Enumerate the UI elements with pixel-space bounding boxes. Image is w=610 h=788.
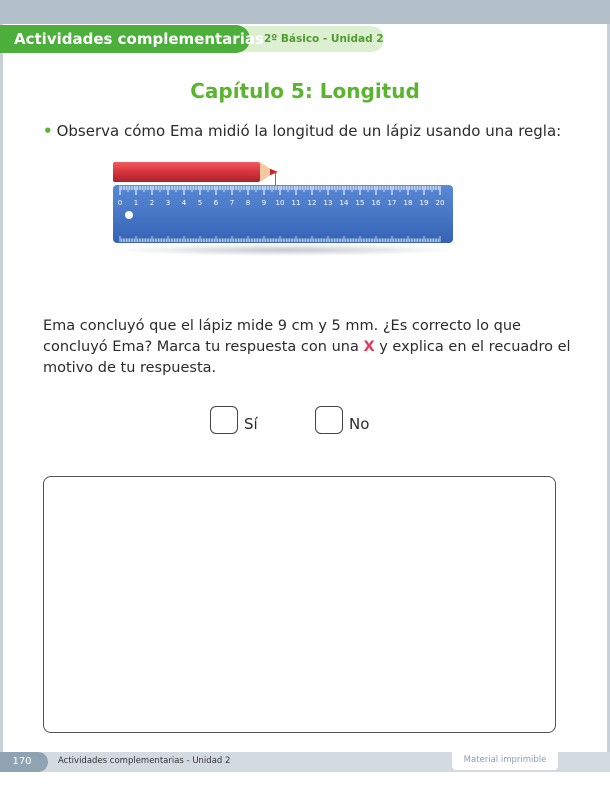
ruler-tick-label: 12 [307,199,317,207]
left-margin-strip [0,24,3,764]
ruler-tick-label: 11 [291,199,301,207]
ruler-tick-label: 3 [165,199,171,207]
ruler-tick-label: 9 [261,199,267,207]
pencil-lead-tip [270,169,278,176]
ruler-body [113,185,453,243]
ruler [113,185,453,243]
section-tab [0,25,264,53]
chapter-title: Capítulo 5: Longitud [190,79,420,103]
ruler-tick-label: 7 [229,199,235,207]
answer-box[interactable] [43,476,556,733]
ruler-tick-label: 13 [323,199,333,207]
ruler-tick-label: 4 [181,199,187,207]
no-label: No [349,415,370,433]
question-text [43,316,573,379]
ruler-tick-label: 10 [275,199,285,207]
footer-text: Actividades complementarias - Unidad 2 [58,756,231,766]
pencil-ruler-illustration [100,158,470,258]
ruler-top-ticks [120,186,440,195]
ruler-tick-label: 19 [419,199,429,207]
header [0,25,400,53]
yes-checkbox[interactable] [210,406,238,434]
pencil [113,162,278,182]
question-part-2: y explica en el recuadro el motivo de tu respuesta. [43,339,571,376]
yes-label: Sí [244,415,258,433]
x-mark: X [363,339,375,355]
page-number: 170 [12,756,32,767]
printable-tab [452,752,558,770]
ruler-tick-label: 14 [339,199,349,207]
top-band [0,0,610,24]
section-title: Actividades complementarias [14,30,264,48]
page-number-badge [0,752,48,772]
no-checkbox[interactable] [315,406,343,434]
ruler-tick-label: 20 [435,199,445,207]
bullet-icon: • [43,122,53,140]
ruler-hole [125,211,133,219]
instruction-text: Observa cómo Ema midió la longitud de un lápiz usando una regla: [56,122,562,140]
ruler-tick-label: 6 [213,199,219,207]
grade-unit-label: 2º Básico - Unidad 2 [264,33,384,45]
ruler-tick-label: 15 [355,199,365,207]
pencil-body [113,162,260,182]
ruler-tick-labels [118,199,445,207]
question-part-1: Ema concluyó que el lápiz mide 9 cm y 5 mm. ¿Es correcto lo que concluyó Ema? Marca tu respuesta con una [43,318,521,355]
printable-label: Material imprimible [463,755,547,765]
ruler-bottom-ticks [120,236,440,242]
ruler-tick-label: 8 [245,199,251,207]
ruler-shadow [115,244,455,256]
ruler-tick-label: 18 [403,199,413,207]
ruler-tick-label: 1 [133,199,139,207]
ruler-tick-label: 5 [197,199,203,207]
ruler-tick-label: 2 [149,199,155,207]
ruler-tick-label: 0 [117,199,123,207]
ruler-tick-label: 17 [387,199,397,207]
instruction [43,122,561,140]
ruler-tick-label: 16 [371,199,381,207]
